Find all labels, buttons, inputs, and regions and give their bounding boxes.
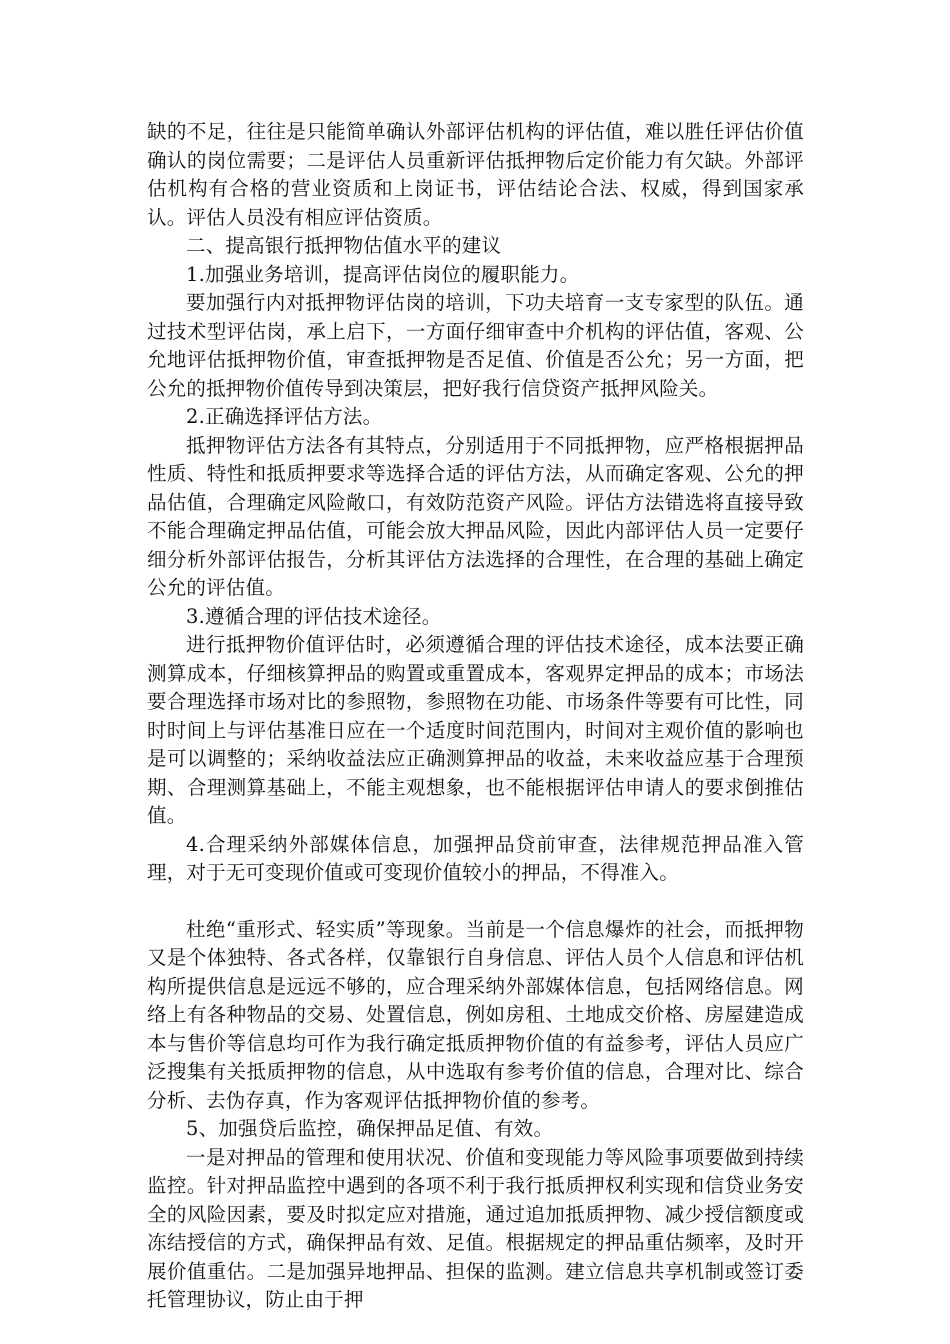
subheading-1: 1.加强业务培训，提高评估岗位的履职能力。 <box>186 262 580 286</box>
paragraph-technique: 进行抵押物价值评估时，必须遵循合理的评估技术途径，成本法要正确测算成本，仔细核算押品的购置或重置成本，客观界定押品的成本；市场法要合理选择市场对比的参照物，参照物在功能、市场条件等要有可比性，同时时间上与评估基准日应在一个适度时间范围内，时间对主观价值的影响也是可以调整的；采纳收益法应正确测算押品的收益，未来收益应基于合理预期、合理测算基础上，不能主观想象，也不能根据评估申请人的要求倒推估值。 <box>147 633 804 827</box>
subheading-3: 3.遵循合理的评估技术途径。 <box>186 604 442 628</box>
paragraph-monitoring: 一是对押品的管理和使用状况、价值和变现能力等风险事项要做到持续监控。针对押品监控中遇到的各项不利于我行抵质押权利实现和信贷业务安全的风险因素，要及时拟定应对措施，通过追加抵质押物、减少授信额度或冻结授信的方式，确保押品有效、足值。根据规定的押品重估频率，及时开展价值重估。二是加强异地押品、担保的监测。建立信息共享机制或签订委托管理协议，防止由于押 <box>147 1145 804 1311</box>
paragraph-methods: 抵押物评估方法各有其特点，分别适用于不同抵押物，应严格根据押品性质、特性和抵质押要求等选择合适的评估方法，从而确定客观、公允的押品估值，合理确定风险敞口，有效防范资产风险。评估方法错选将直接导致不能合理确定押品估值，可能会放大押品风险，因此内部评估人员一定要仔细分析外部评估报告，分析其评估方法选择的合理性，在合理的基础上确定公允的评估值。 <box>147 433 804 599</box>
paragraph-training: 要加强行内对抵押物评估岗的培训，下功夫培育一支专家型的队伍。通过技术型评估岗，承上启下，一方面仔细审查中介机构的评估值，客观、公允地评估抵押物价值，审查抵押物是否足值、价值是否公允；另一方面，把公允的抵押物价值传导到决策层，把好我行信贷资产抵押风险关。 <box>147 291 804 400</box>
document-body <box>147 118 804 1315</box>
subheading-2: 2.正确选择评估方法。 <box>186 405 383 428</box>
paragraph-media-info: 杜绝“重形式、轻实质”等现象。当前是一个信息爆炸的社会，而抵押物又是个体独特、各式各样，仅靠银行自身信息、评估人员个人信息和评估机构所提供信息是远远不够的，应合理采纳外部媒体信息，包括网络信息。网络上有各种物品的交易、处置信息，例如房租、土地成交价格、房屋建造成本与售价等信息均可作为我行确定抵质押物价值的有益参考，评估人员应广泛搜集有关抵质押物的信息，从中选取有参考价值的信息，合理对比、综合分析、去伪存真，作为客观评估抵押物价值的参考。 <box>147 917 804 1112</box>
subheading-4: 4.合理采纳外部媒体信息，加强押品贷前审查，法律规范押品准入管理，对于无可变现价值或可变现价值较小的押品，不得准入。 <box>147 832 804 884</box>
subheading-5: 5、加强贷后监控，确保押品足值、有效。 <box>186 1117 554 1140</box>
paragraph-continuation: 缺的不足，往往是只能简单确认外部评估机构的评估值，难以胜任评估价值确认的岗位需要；二是评估人员重新评估抵押物后定价能力有欠缺。外部评估机构有合格的营业资质和上岗证书，评估结论合法、权威，得到国家承认。评估人员没有相应评估资质。 <box>147 120 804 229</box>
section-heading: 二、提高银行抵押物估值水平的建议 <box>186 234 502 257</box>
